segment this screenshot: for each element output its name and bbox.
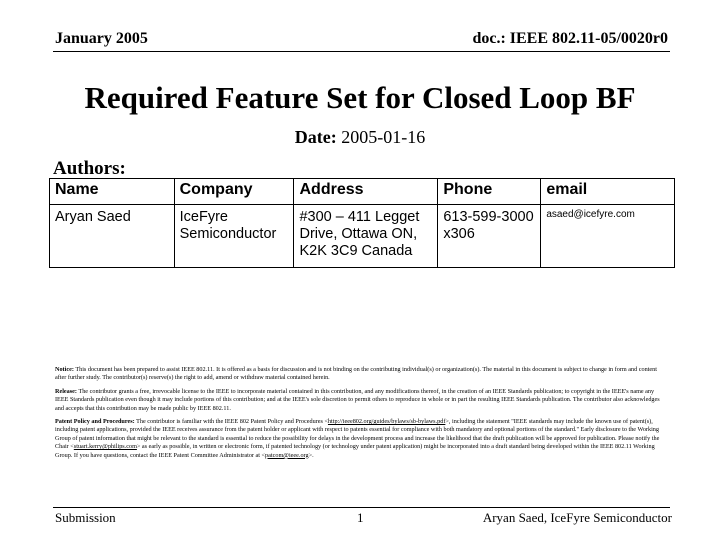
patent-text-4: >. <box>308 451 314 459</box>
patcom-email-link[interactable]: patcom@ieee.org <box>265 451 309 459</box>
address-line-1: #300 – 411 Legget <box>299 209 420 225</box>
notice-paragraph <box>55 366 667 383</box>
table-row <box>50 205 675 268</box>
footer-page-number: 1 <box>357 510 364 525</box>
col-header-name: Name <box>50 179 175 205</box>
authors-table <box>49 178 675 268</box>
cell-phone <box>438 205 541 268</box>
release-paragraph <box>55 388 667 413</box>
patent-label: Patent Policy and Procedures: <box>55 418 135 426</box>
col-header-company: Company <box>174 179 294 205</box>
notice-text: This document has been prepared to assist IEEE 802.11. It is offered as a basis for discussion and is not binding on the contributing individual(s) or organization(s). The material in this document is subject to change in form and content after further study. The contributor(s) reserve(s) the right to add, amend or withdraw material contained herein. <box>55 366 657 382</box>
footer-submission: Submission <box>55 510 116 525</box>
authors-label: Authors: <box>53 158 126 179</box>
header-doc-id: doc.: IEEE 802.11-05/0020r0 <box>472 30 668 47</box>
release-label: Release: <box>55 387 77 395</box>
author-name: Aryan Saed <box>55 209 131 225</box>
col-header-phone: Phone <box>438 179 541 205</box>
release-text: The contributor grants a free, irrevocable license to the IEEE to incorporate material contained in this contribution, and any modifications thereof, in the creation of an IEEE Standards publication; to copyright in the IEEE's name any IEEE Standards publication even though it may include portions of this contribution; and at the IEEE's sole discretion to permit others to reproduce in whole or in part the resulting IEEE Standards publication. The contributor also acknowledges and accepts that this contribution may be made public by IEEE 802.11. <box>55 387 660 412</box>
cell-address <box>294 205 438 268</box>
address-line-2: Drive, Ottawa ON, <box>299 226 418 242</box>
footer-author: Aryan Saed, IceFyre Semiconductor <box>482 510 672 525</box>
patent-text-2: >, including the statement "IEEE standards may include the known use of patent(s), including patent applications, provided the IEEE receives assurance from the patent holder or applicant with respect to patents essential for compliance with both mandatory and optional portions of the standard." Early disclosure to the Working Group of patent information that might be relevant to the standard is essential to reduce the possibility for delays in the development process and increase the likelihood that the draft publication will be approved for publication. Please notify the Chair < <box>55 418 660 451</box>
cell-name <box>50 205 175 268</box>
authors-header-row <box>50 179 675 205</box>
header-rule <box>53 51 670 52</box>
address-line-3: K2K 3C9 Canada <box>299 243 413 259</box>
date-label: Date: <box>294 127 337 147</box>
company-line-2: Semiconductor <box>179 226 277 242</box>
cell-company <box>174 205 294 268</box>
header-date: January 2005 <box>55 30 148 47</box>
footer-rule <box>53 507 670 508</box>
patent-text-3: > as early as possible, in written or electronic form, if patented technology (or technology under patent application) might be incorporated into a draft standard being developed within the IEEE 802.11 Working Group. If you have questions, contact the IEEE Patent Committee Administrator at < <box>55 443 655 459</box>
patent-paragraph <box>55 418 667 460</box>
author-email: asaed@icefyre.com <box>546 209 635 220</box>
col-header-email: email <box>541 179 675 205</box>
patent-text-1: The contributor is familiar with the IEEE 802 Patent Policy and Procedures < <box>136 418 328 426</box>
chair-email-link[interactable]: stuart.kerry@philips.com <box>73 443 137 451</box>
col-header-address: Address <box>294 179 438 205</box>
company-line-1: IceFyre <box>179 209 228 225</box>
phone-line-2: x306 <box>443 226 475 242</box>
notice-block <box>55 366 667 465</box>
slide-title: Required Feature Set for Closed Loop BF <box>84 80 636 115</box>
patent-policy-link[interactable]: http://ieee802.org/guides/bylaws/sb-bylaws.pdf <box>327 418 446 426</box>
date-value: 2005-01-16 <box>341 127 426 147</box>
phone-line-1: 613-599-3000 <box>443 209 534 225</box>
notice-label: Notice: <box>55 366 74 373</box>
cell-email <box>541 205 675 268</box>
date-line <box>0 127 720 148</box>
